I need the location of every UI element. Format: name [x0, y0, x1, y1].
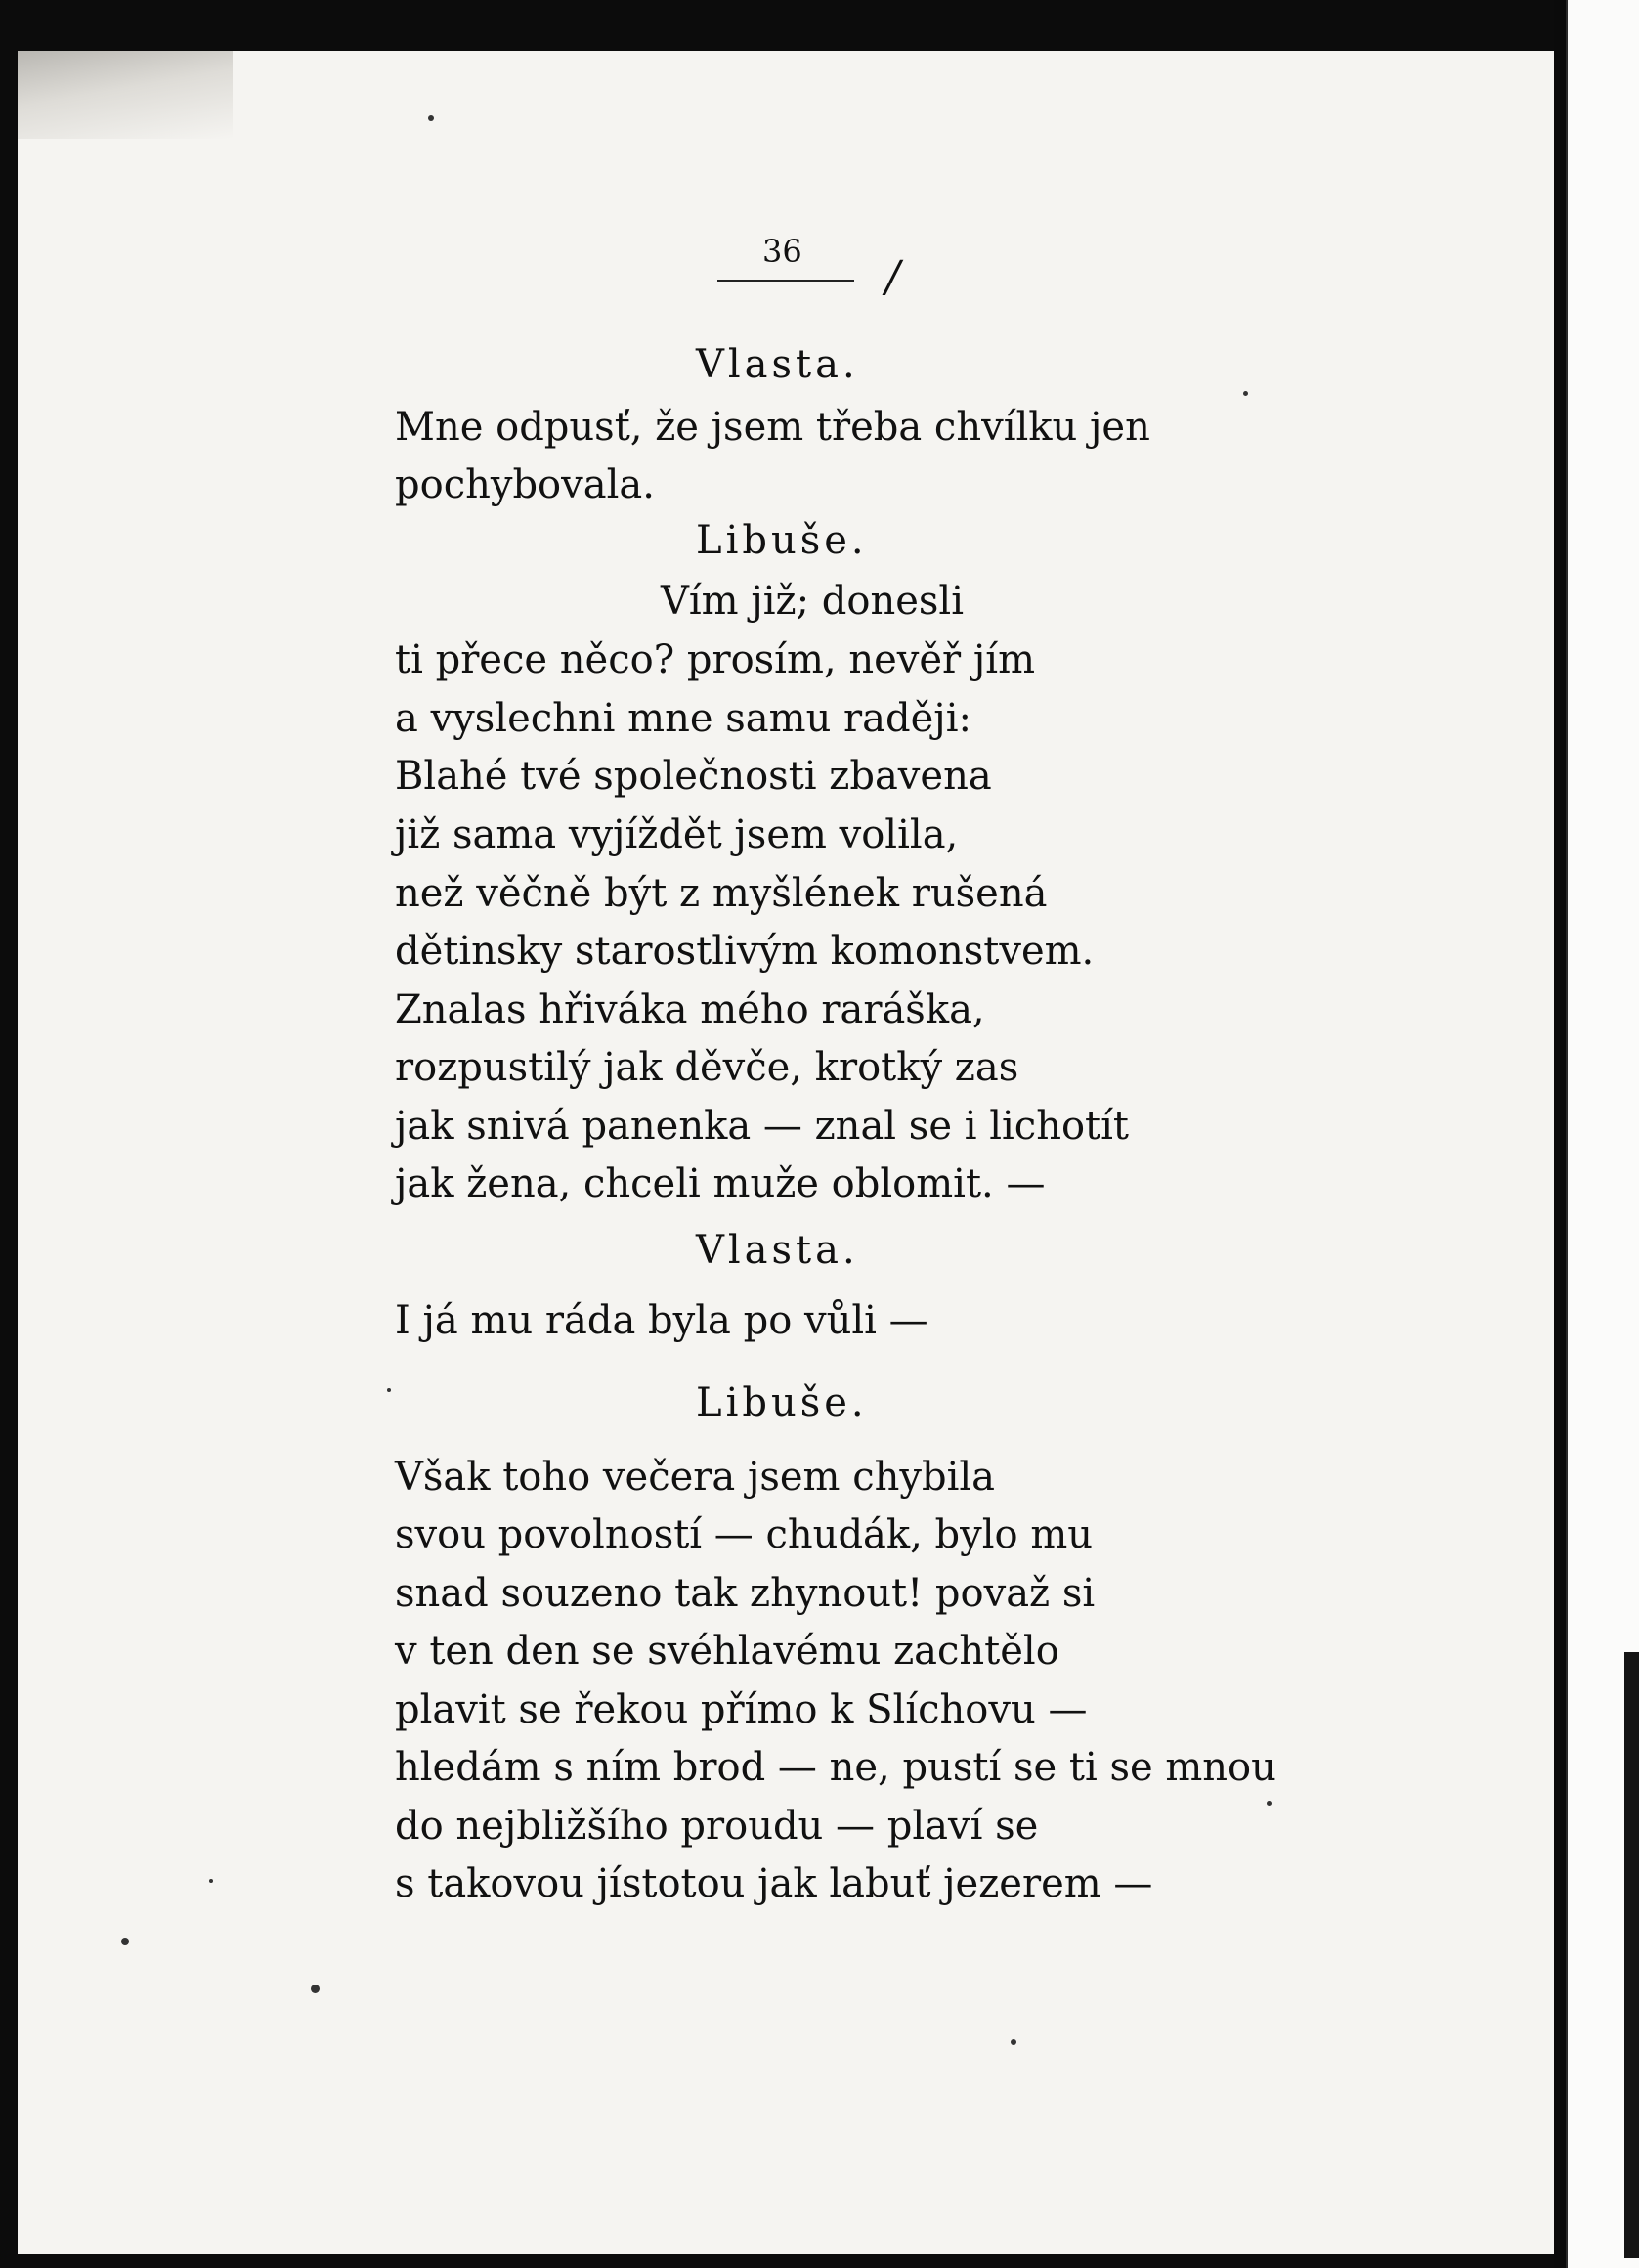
verse-line: pochybovala. — [395, 462, 655, 507]
dust-speck — [121, 1938, 129, 1945]
dust-speck — [387, 1388, 391, 1392]
book-gutter — [1554, 0, 1566, 2268]
dust-speck — [209, 1879, 213, 1883]
dust-speck — [1267, 1801, 1272, 1806]
speaker-name: Libuše. — [696, 1380, 868, 1425]
margin-mark: / — [885, 252, 900, 302]
verse-line: ti přece něco? prosím, nevěř jím — [395, 637, 1035, 682]
dust-speck — [311, 1984, 320, 1993]
scan-border-left — [0, 0, 18, 2268]
verse-line: v ten den se svéhlavému zachtělo — [395, 1629, 1059, 1674]
verse-line: plavit se řekou přímo k Slíchovu — — [395, 1687, 1088, 1732]
facing-page-dark-edge — [1624, 1652, 1639, 2258]
scan-border-bottom — [0, 2254, 1639, 2268]
verse-line: svou povolností — chudák, bylo mu — [395, 1512, 1094, 1557]
page-corner-shadow — [18, 51, 233, 139]
verse-line: do nejbližšího proudu — plaví se — [395, 1804, 1039, 1849]
verse-line: hledám s ním brod — ne, pustí se ti se mnou — [395, 1745, 1276, 1790]
verse-line: a vyslechni mne samu raději: — [395, 696, 971, 741]
page-number: 36 — [762, 233, 802, 270]
verse-line: Mne odpusť, že jsem třeba chvílku jen — [395, 405, 1150, 450]
verse-line: než věčně být z myšlének rušená — [395, 871, 1048, 916]
verse-line: jak žena, chceli muže oblomit. — — [395, 1161, 1046, 1206]
verse-line: I já mu ráda byla po vůli — — [395, 1298, 928, 1343]
speaker-name: Vlasta. — [696, 342, 859, 387]
speaker-name: Vlasta. — [696, 1228, 859, 1273]
page-number-rule — [717, 280, 854, 282]
verse-line: Znalas hřiváka mého raráška, — [395, 987, 985, 1032]
verse-line: Však toho večera jsem chybila — [395, 1455, 996, 1500]
dust-speck — [1243, 391, 1248, 396]
dust-speck — [1011, 2039, 1016, 2045]
verse-line: jak snivá panenka — znal se i lichotít — [395, 1104, 1129, 1149]
verse-line: rozpustilý jak děvče, krotký zas — [395, 1045, 1019, 1090]
verse-line: již sama vyjíždět jsem volila, — [395, 812, 959, 857]
verse-line: s takovou jístotou jak labuť jezerem — — [395, 1861, 1153, 1906]
verse-line: dětinsky starostlivým komonstvem. — [395, 929, 1095, 974]
speaker-name: Libuše. — [696, 518, 868, 563]
scan-border-top — [0, 0, 1639, 51]
dust-speck — [428, 115, 434, 121]
verse-line: Vím již; donesli — [661, 579, 965, 624]
verse-line: Blahé tvé společnosti zbavena — [395, 754, 992, 799]
verse-line: snad souzeno tak zhynout! považ si — [395, 1571, 1096, 1616]
